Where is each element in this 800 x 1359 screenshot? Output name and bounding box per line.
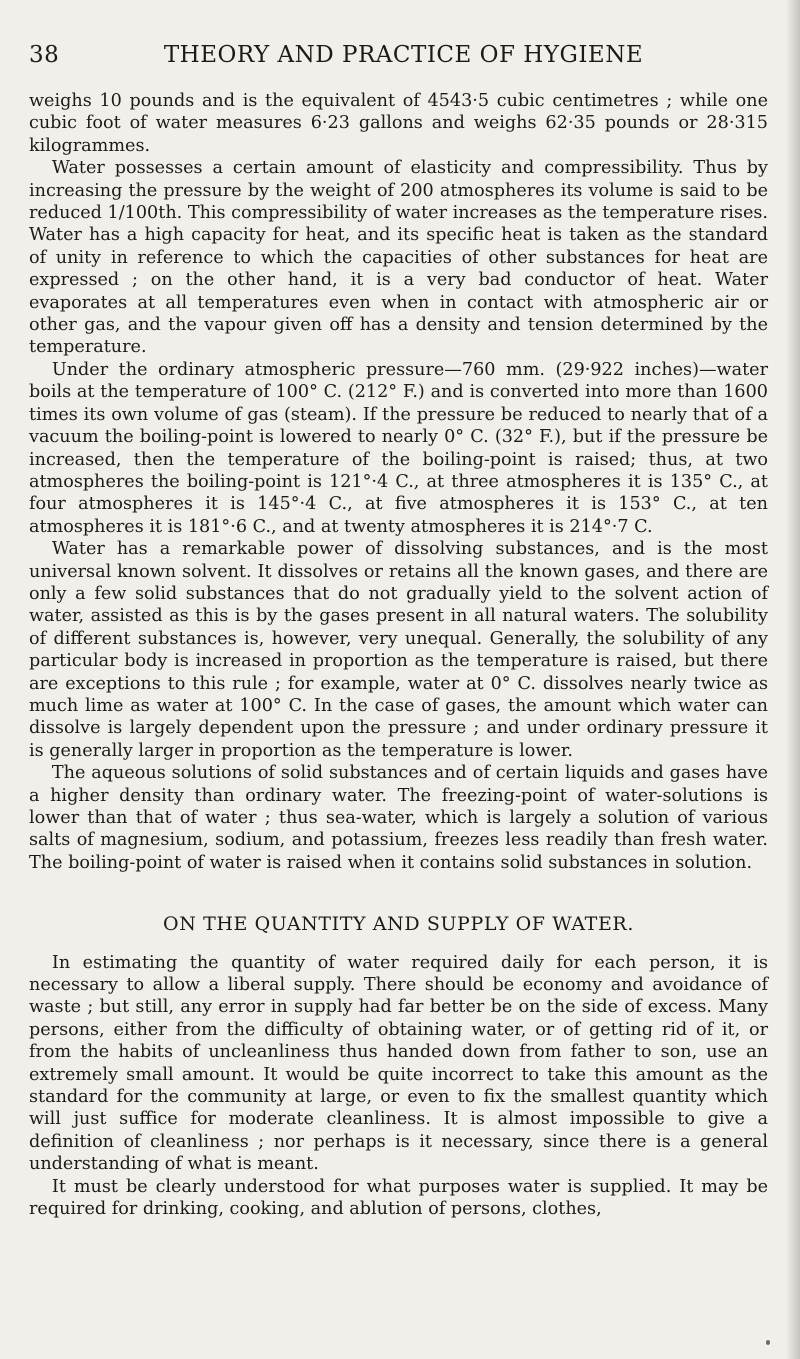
paragraph-continued: weighs 10 pounds and is the equivalent of 4543·5 cubic centimetres ; while one cubic foot of water measures 6·23 gallons and weighs 62·35 pounds or 28·315 kilogrammes.: [29, 91, 768, 156]
paragraph-purposes: It must be clearly understood for what purposes water is supplied. It may be required for drinking, cooking, and ablution of persons, clothes,: [29, 1176, 768, 1220]
paragraph-boiling-point: Under the ordinary atmospheric pressure—760 mm. (29·922 inches)—water boils at the temperature of 100° C. (212° F.) and is converted into more than 1600 times its own volume of gas (steam). If the pressure be reduced to nearly that of a vacuum the boiling-point is lowered to nearly 0° C. (32° F.), but if the pressure be increased, then the temperature of the boiling-point is raised; thus, at two atmospheres the boiling-point is 121°·4 C., at three atmospheres it is 135° C., at four atmospheres it is 145°·4 C., at five atmospheres it is 153° C., at ten atmospheres it is 181°·6 C., and at twenty atmospheres it is 214°·7 C.: [29, 359, 768, 537]
paragraph-quantity: In estimating the quantity of water required daily for each person, it is necessary to allow a liberal supply. There should be economy and avoidance of waste ; but still, any error in supply had far better be on the side of excess. Many persons, either from the difficulty of obtaining water, or of getting rid of it, or from the habits of uncleanliness thus handed down from father to son, use an extremely small amount. It would be quite incorrect to take this amount as the standard for the community at large, or even to fix the smallest quantity which will just suffice for moderate cleanliness. It is almost impossible to give a definition of cleanliness ; nor perhaps is it necessary, since there is a general understanding of what is meant.: [29, 952, 768, 1175]
body-text: [29, 90, 768, 1221]
page-number: 38: [29, 42, 60, 68]
page-edge-shadow: [786, 0, 800, 1359]
section-heading: ON THE QUANTITY AND SUPPLY OF WATER.: [163, 913, 634, 936]
paragraph-aqueous-solutions: The aqueous solutions of solid substances and of certain liquids and gases have a higher density than ordinary water. The freezing-point of water-solutions is lower than that of water ; thus sea-water, which is largely a solution of various salts of magnesium, sodium, and potassium, freezes less readily than fresh water. The boiling-point of water is raised when it contains solid substances in solution.: [29, 763, 768, 873]
paragraph-solvent: Water has a remarkable power of dissolving substances, and is the most universal known solvent. It dissolves or retains all the known gases, and there are only a few solid substances that do not gradually yield to the solvent action of water, assisted as this is by the gases present in all natural waters. The solubility of different substances is, however, very unequal. Generally, the solubility of any particular body is increased in proportion as the temperature is raised, but there are exceptions to this rule ; for example, water at 0° C. dissolves nearly twice as much lime as water at 100° C. In the case of gases, the amount which water can dissolve is largely dependent upon the pressure ; and under ordinary pressure it is generally larger in proportion as the temperature is lower.: [29, 539, 768, 761]
paragraph-elasticity: Water possesses a certain amount of elasticity and compressibility. Thus by increasing the pressure by the weight of 200 atmospheres its volume is said to be reduced 1/100th. This compressibility of water increases as the temperature rises. Water has a high capacity for heat, and its specific heat is taken as the standard of unity in reference to which the capacities of other substances for heat are expressed ; on the other hand, it is a very bad conductor of heat. Water evaporates at all temperatures even when in contact with atmospheric air or other gas, and the vapour given off has a density and tension determined by the temperature.: [29, 158, 768, 358]
running-title: THEORY AND PRACTICE OF HYGIENE: [163, 42, 644, 68]
running-header: [29, 42, 768, 84]
ink-speck: [766, 1340, 770, 1345]
